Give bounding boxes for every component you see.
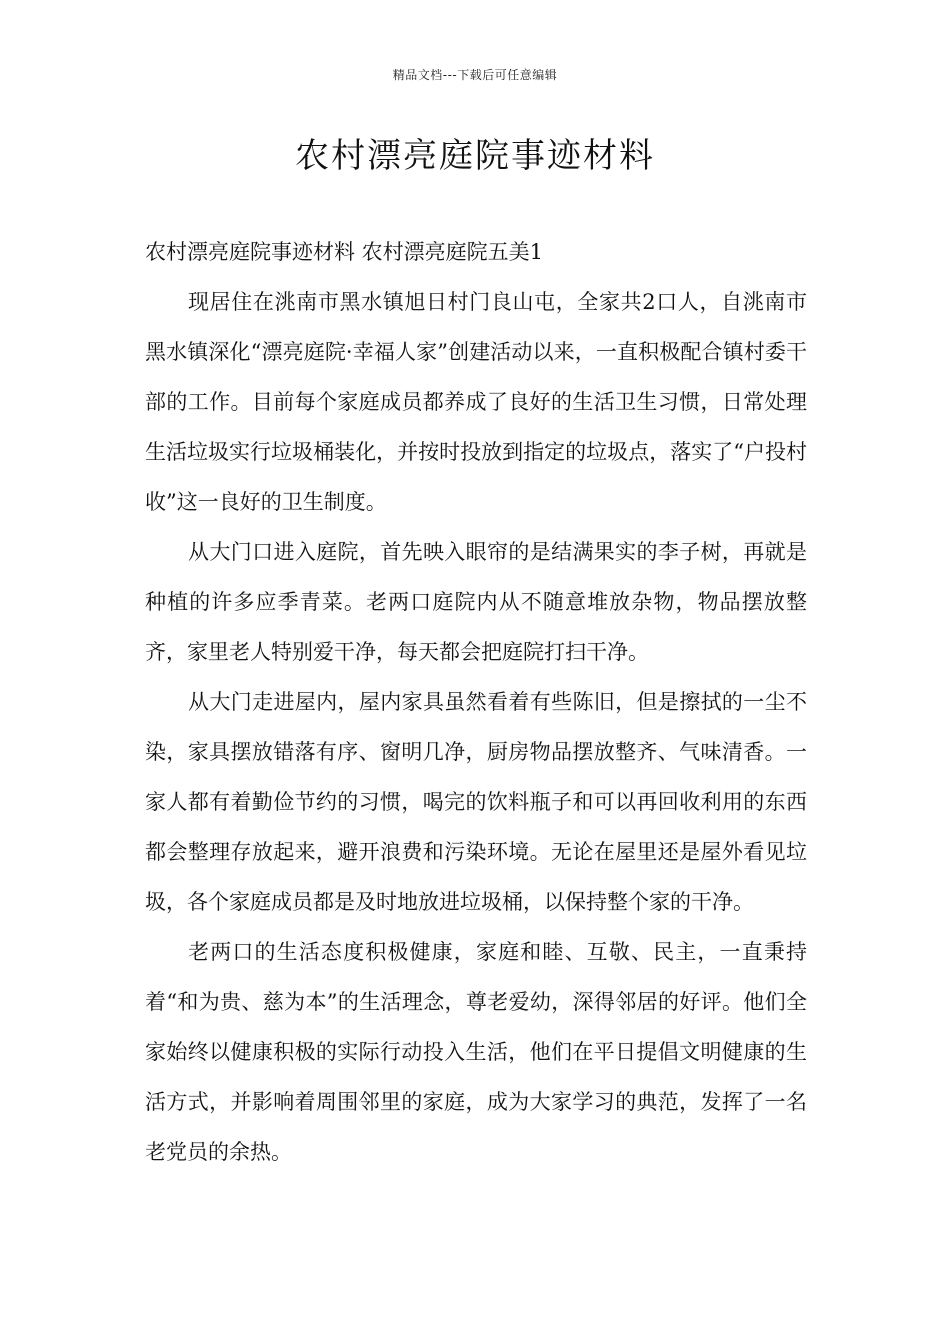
paragraph-3: 从大门走进屋内，屋内家具虽然看着有些陈旧，但是擦拭的一尘不染，家具摆放错落有序、窗明几净，厨房物品摆放整齐、气味清香。一家人都有着勤俭节约的习惯，喝完的饮料瓶子和可以再回收利用的东西都会整理存放起来，避开浪费和污染环境。无论在屋里还是屋外看见垃圾，各个家庭成员都是及时地放进垃圾桶，以保持整个家的干净。 (145, 690, 807, 914)
lead-line: 农村漂亮庭院事迹材料 农村漂亮庭院五美1 (145, 240, 544, 264)
header-note: 精品文档---下载后可任意编辑 (392, 68, 558, 82)
paragraph-4: 老两口的生活态度积极健康，家庭和睦、互敬、民主，一直秉持着“和为贵、慈为本”的生活理念，尊老爱幼，深得邻居的好评。他们全家始终以健康积极的实际行动投入生活，他们在平日提倡文明健康的生活方式，并影响着周围邻里的家庭，成为大家学习的典范，发挥了一名老党员的余热。 (145, 940, 807, 1164)
paragraph-1: 现居住在洮南市黑水镇旭日村门良山屯，全家共2口人，自洮南市黑水镇深化“漂亮庭院·幸福人家”创建活动以来，一直积极配合镇村委干部的工作。目前每个家庭成员都养成了良好的生活卫生习惯，日常处理生活垃圾实行垃圾桶装化，并按时投放到指定的垃圾点，落实了“户投村收”这一良好的卫生制度。 (145, 290, 807, 514)
document-title: 农村漂亮庭院事迹材料 (295, 136, 655, 176)
paragraph-2: 从大门口进入庭院，首先映入眼帘的是结满果实的李子树，再就是种植的许多应季青菜。老两口庭院内从不随意堆放杂物，物品摆放整齐，家里老人特别爱干净，每天都会把庭院打扫干净。 (145, 540, 807, 664)
document-body (145, 227, 807, 1177)
